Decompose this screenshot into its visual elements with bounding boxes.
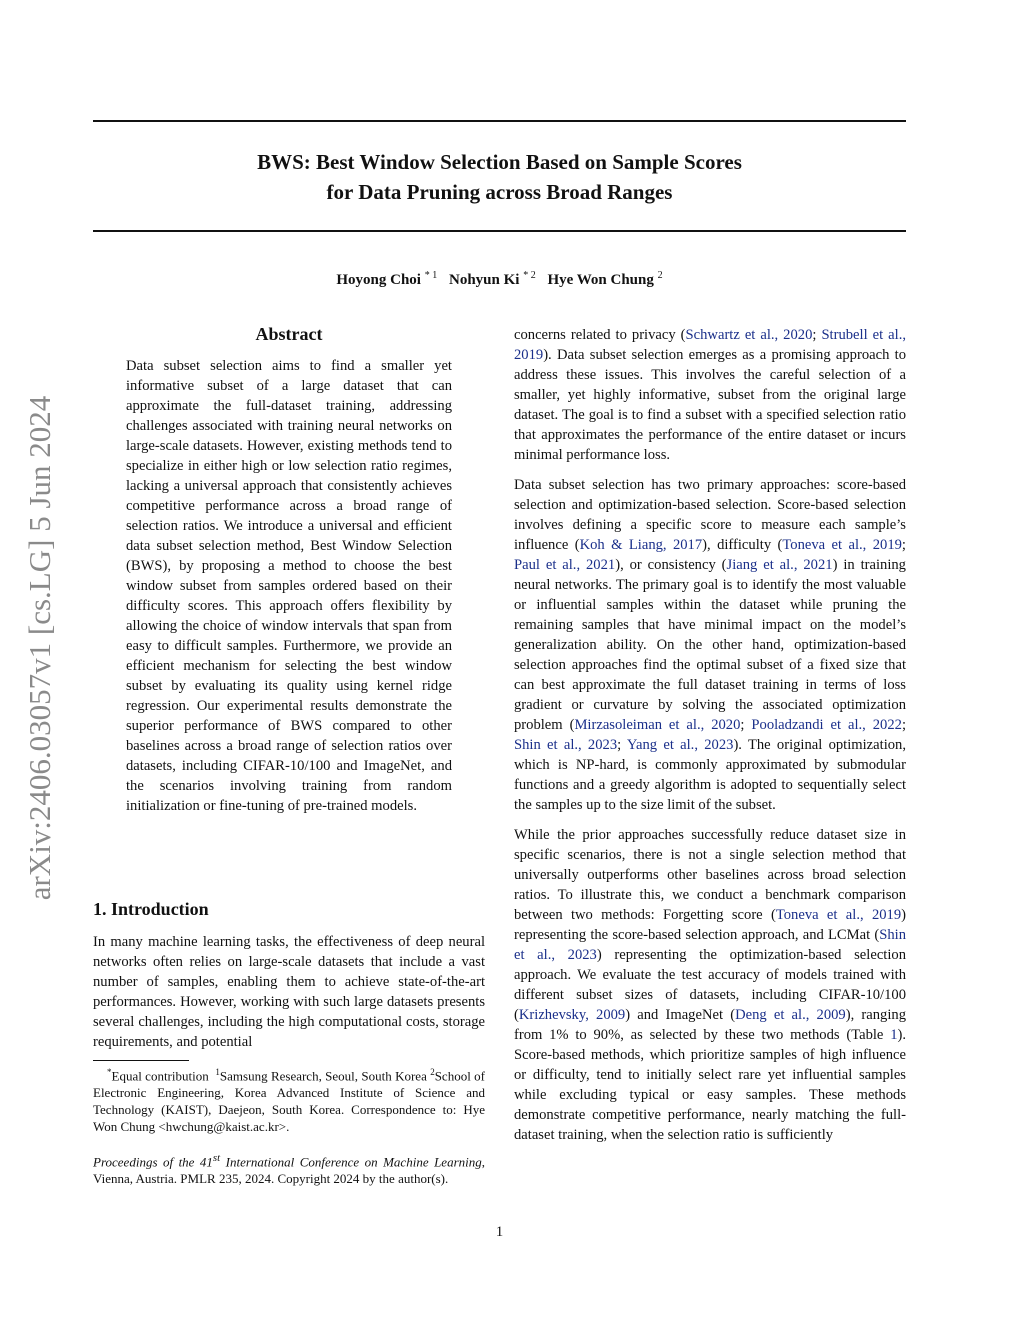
paragraph-approaches: Data subset selection has two primary approaches: score-based selection and optimization-based selection. Score-based selection involves defining a specific score to measure each sample’s influence (Koh & Liang, 2017), difficulty (Toneva et al., 2019; Paul et al., 2021), or consistency (Jiang et al., 2021) in training neural networks. The primary goal is to identify the most valuable or influential samples within the dataset while pruning the remaining samples that have minimal impact on the model’s generalization ability. On the other hand, optimization-based selection approaches find the optimal subset of a fixed size that can best approximate the full dataset training in terms of loss gradient or curvature by solving the associated optimization problem (Mirzasoleiman et al., 2020; Pooladzandi et al., 2022; Shin et al., 2023; Yang et al., 2023). The original optimization, which is NP-hard, is commonly approximated by submodular functions and a greedy algorithm is adopted to sequentially select the samples up to the size limit of the subset. xyxy=(514,477,907,813)
author-3: Hye Won Chung $^2$ xyxy=(547,270,663,288)
introduction-paragraph: In many machine learning tasks, the effectiveness of deep neural networks often relies on large-scale datasets that include a vast number of samples, enabling them to achieve state-of-the-art performances. However, working with such large datasets presents several challenges, including the high computational costs, storage requirements, and potential xyxy=(93,934,485,1050)
title-line-1: BWS: Best Window Selection Based on Sample Scores xyxy=(257,150,742,174)
footnotes xyxy=(93,1064,485,1135)
citation-link[interactable]: Deng et al., 2009 xyxy=(735,1007,846,1023)
citation-link[interactable]: Strubell et al., 2019 xyxy=(514,327,907,363)
author-2: Nohyun Ki $^{* 2}$ xyxy=(448,270,536,288)
introduction-body xyxy=(93,932,485,1052)
citation-link[interactable]: Koh & Liang, 2017 xyxy=(579,537,703,553)
arxiv-watermark: arXiv:2406.03057v1 [cs.LG] 5 Jun 2024 xyxy=(22,395,57,901)
proceedings-note: Proceedings of the 41st International Conference on Machine Learning, Vienna, Austria. PMLR 235, 2024. Copyright 2024 by the author(s). xyxy=(93,1152,485,1187)
page-number: 1 xyxy=(495,1224,504,1240)
abstract-body xyxy=(126,356,452,816)
citation-link[interactable]: Schwartz et al., 2020 xyxy=(685,327,813,343)
footnote-rule xyxy=(93,1060,189,1061)
citation-link[interactable]: Mirzasoleiman et al., 2020 xyxy=(574,717,741,733)
citation-link[interactable]: Krizhevsky, 2009 xyxy=(518,1007,626,1023)
table-reference-link[interactable]: 1 xyxy=(890,1027,898,1043)
author-list xyxy=(93,266,906,290)
citation-link[interactable]: Toneva et al., 2019 xyxy=(775,907,902,923)
paper-title xyxy=(93,147,906,207)
right-column xyxy=(514,325,906,1155)
citation-link[interactable]: Yang et al., 2023 xyxy=(626,737,734,753)
title-bottom-rule xyxy=(93,230,906,232)
citation-link[interactable]: Shin et al., 2023 xyxy=(514,927,906,963)
citation-link[interactable]: Toneva et al., 2019 xyxy=(782,537,902,553)
footnote-affiliations: *Equal contribution $^1$Samsung Research, Seoul, South Korea $^2$School of Electronic Engineering, Korea Advanced Institute of Science and Technology (KAIST), Daejeon, South Korea. Correspondence to: Hye Won Chung <hwchung@kaist.ac.kr>. xyxy=(93,1067,485,1135)
citation-link[interactable]: Jiang et al., 2021 xyxy=(726,557,833,573)
abstract-heading: Abstract xyxy=(255,324,323,344)
introduction-heading: 1. Introduction xyxy=(93,899,209,919)
paragraph-privacy: concerns related to privacy (Schwartz et al., 2020; Strubell et al., 2019). Data subset selection emerges as a promising approach to address these issues. This involves the careful selection of a smaller, yet highly informative, subset from the original large dataset. The goal is to find a subset with a specified selection ratio that approximates the performance of the entire dataset or incurs minimal performance loss. xyxy=(514,327,907,463)
citation-link[interactable]: Paul et al., 2021 xyxy=(514,557,616,573)
paragraph-benchmark: While the prior approaches successfully reduce dataset size in specific scenarios, there is not a single selection method that universally outperforms other baselines across broad selection ratios. To illustrate this, we conduct a benchmark comparison between two methods: Forgetting score (Toneva et al., 2019) representing the score-based selection approach, and LCMat (Shin et al., 2023) representing the optimization-based selection approach. We evaluate the test accuracy of models trained with different subset sizes of datasets, including CIFAR-10/100 (Krizhevsky, 2009) and ImageNet (Deng et al., 2009), ranging from 1% to 90%, as selected by these two methods (Table 1). Score-based methods, which prioritize samples of high influence or difficulty, tend to initially select rare yet influential samples while excluding typical or easy samples. These methods demonstrate competitive performance, nearly matching the full-dataset training, when the selection ratio is sufficiently xyxy=(514,827,907,1143)
citation-link[interactable]: Shin et al., 2023 xyxy=(514,737,618,753)
abstract-text: Data subset selection aims to find a smaller yet informative subset of a large dataset that can approximate the full-dataset training, addressing challenges associated with training neural networks on large-scale datasets. However, existing methods tend to specialize in either high or low selection ratio regimes, lacking a universal approach that consistently achieves competitive performance across a broad range of selection ratios. We introduce a universal and efficient data subset selection method, Best Window Selection (BWS), by proposing a method to choose the best window subset from samples ordered based on their difficulty scores. This approach offers flexibility by allowing the choice of window intervals that span from easy to difficult samples. Furthermore, we provide an efficient mechanism for selecting the best window subset by evaluating its quality using kernel ridge regression. Our experimental results demonstrate the superior performance of BWS compared to other baselines across a broad range of selection ratios over datasets, including CIFAR-10/100 and ImageNet, and the scenarios involving training from random initialization or fine-tuning of pre-trained models. xyxy=(126,358,452,814)
title-line-2: for Data Pruning across Broad Ranges xyxy=(326,180,673,204)
title-top-rule xyxy=(93,120,906,122)
citation-link[interactable]: Pooladzandi et al., 2022 xyxy=(751,717,902,733)
author-1: Hoyong Choi $^{* 1}$ xyxy=(336,270,438,288)
